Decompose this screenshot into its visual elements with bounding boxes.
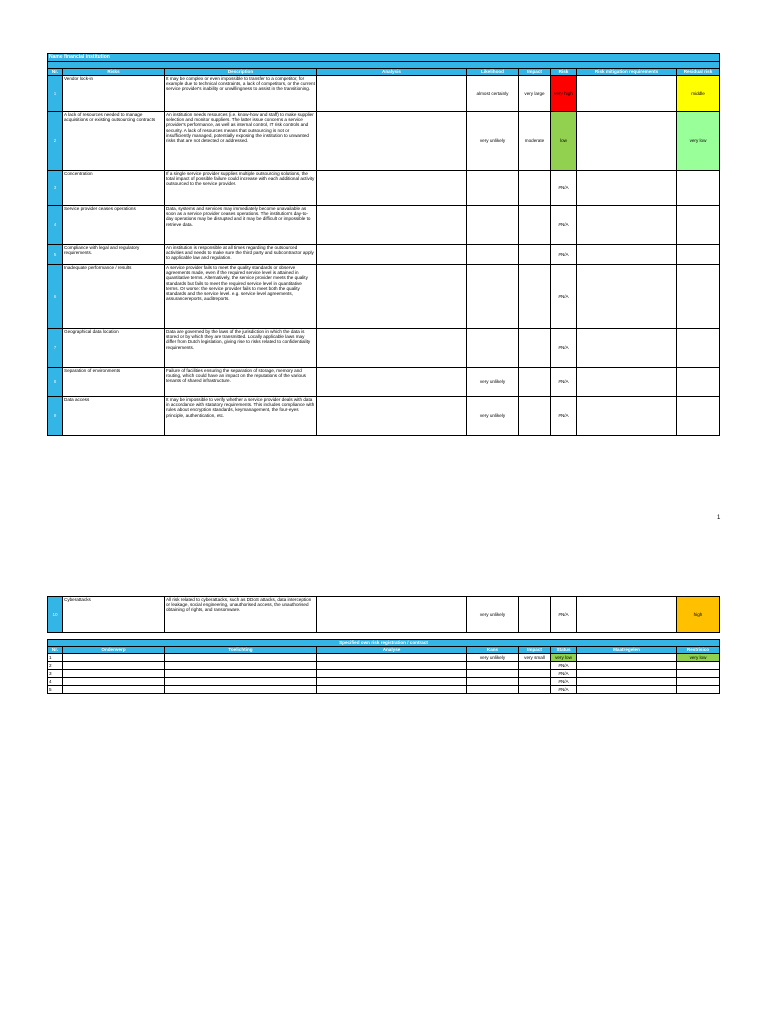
impact-cell: moderate (519, 112, 551, 171)
residual-risk-cell (677, 206, 720, 245)
table-row (48, 654, 720, 662)
likelihood-cell: very unlikely (467, 368, 519, 397)
header-analyse: Analyse (317, 647, 467, 654)
header-likelihood: Likelihood (467, 69, 519, 76)
restrisico-cell: very low (677, 654, 720, 662)
impact-cell (519, 329, 551, 368)
risk-level-cell: very high (551, 76, 577, 112)
mitigation-cell (577, 265, 677, 329)
header-onderwerp: Onderwerp (63, 647, 165, 654)
mitigation-cell (577, 171, 677, 206)
header-analysis: Analysis (317, 69, 467, 76)
risk-level-cell: #N/A (551, 329, 577, 368)
toelichting-cell (165, 654, 317, 662)
table-title-row (48, 54, 720, 62)
residual-risk-cell: middle (677, 76, 720, 112)
risk-analysis (317, 597, 467, 633)
analyse-cell (317, 654, 467, 662)
row-number: 4 (48, 678, 63, 686)
mitigation-cell (577, 76, 677, 112)
impact-cell: very small (519, 654, 551, 662)
risk-analysis (317, 329, 467, 368)
header-impact: Impact (519, 69, 551, 76)
risk-description: Data, systems and services may immediately become unavailable as soon as a service provider ceases operations. The institution's day-to-day operations may be disrupted and it may be difficult or impossible to retrieve data. (165, 206, 317, 245)
own-risk-title-row (48, 640, 720, 647)
risk-description: It may be complex or even impossible to transfer to a competitor, for example due to technical constraints, a lack of competitors, or the current service provider's inability or unwillingness to assist in the transitioning. (165, 76, 317, 112)
header-toelichting: Toelichting (165, 647, 317, 654)
residual-risk-cell (677, 329, 720, 368)
impact-cell (519, 265, 551, 329)
header-impact: Impact (519, 647, 551, 654)
kans-cell: very unlikely (467, 654, 519, 662)
header-restrisico: Restrisico (677, 647, 720, 654)
impact-cell (519, 678, 551, 686)
likelihood-cell (467, 171, 519, 206)
page-number: 1 (717, 515, 721, 521)
header-nr: Nr. (48, 69, 63, 76)
row-number: 3 (48, 171, 63, 206)
table-row (48, 171, 720, 206)
mitigation-cell (577, 112, 677, 171)
residual-risk-cell (677, 265, 720, 329)
table-row (48, 206, 720, 245)
header-mitigation: Risk mitigation requirements (577, 69, 677, 76)
risk-level-cell: #N/A (551, 245, 577, 265)
table-row (48, 662, 720, 670)
kans-cell (467, 678, 519, 686)
header-risk: Risk (551, 69, 577, 76)
mitigation-cell (577, 397, 677, 436)
risk-name: Separation of environments (63, 368, 165, 397)
table-row (48, 265, 720, 329)
impact-cell (519, 670, 551, 678)
impact-cell: very large (519, 76, 551, 112)
kans-cell (467, 670, 519, 678)
kans-cell (467, 662, 519, 670)
residual-risk-cell (677, 397, 720, 436)
mitigation-cell (577, 245, 677, 265)
residual-risk-cell: high (677, 597, 720, 633)
risk-name: Concentration (63, 171, 165, 206)
table-row (48, 670, 720, 678)
risk-description: An institution is responsible at all times regarding the outsourced activities and needs to make sure the third party and subcontractor apply to applicable law and regulation. (165, 245, 317, 265)
risk-description: Failure of facilities ensuring the separation of storage, memory and routing, which could have an impact on the reputations of the various tenants of shared infrastructure. (165, 368, 317, 397)
impact-cell (519, 206, 551, 245)
header-residual: Residual risk (677, 69, 720, 76)
header-maatregelen: Maatregelen (577, 647, 677, 654)
status-cell: #N/A (551, 670, 577, 678)
risk-analysis (317, 171, 467, 206)
mitigation-cell (577, 368, 677, 397)
table-row (48, 329, 720, 368)
residual-risk-cell (677, 171, 720, 206)
maatregelen-cell (577, 654, 677, 662)
impact-cell (519, 171, 551, 206)
row-number: 2 (48, 112, 63, 171)
status-cell: #N/A (551, 662, 577, 670)
risk-level-cell: #N/A (551, 368, 577, 397)
table-row (48, 112, 720, 171)
mitigation-cell (577, 206, 677, 245)
residual-risk-cell (677, 245, 720, 265)
impact-cell (519, 245, 551, 265)
likelihood-cell (467, 206, 519, 245)
row-number: 5 (48, 245, 63, 265)
likelihood-cell: very unlikely (467, 597, 519, 633)
row-number: 5 (48, 686, 63, 694)
restrisico-cell (677, 662, 720, 670)
risk-level-cell: #N/A (551, 397, 577, 436)
table-row (48, 678, 720, 686)
row-number: 3 (48, 670, 63, 678)
impact-cell (519, 662, 551, 670)
risk-description: If a single service provider supplies multiple outsourcing solutions, the total impact of possible failure could increase with each additional activity outsourced to the service provider. (165, 171, 317, 206)
mitigation-cell (577, 597, 677, 633)
likelihood-cell: almost certainly (467, 76, 519, 112)
impact-cell (519, 368, 551, 397)
header-kans: Kans (467, 647, 519, 654)
table-row (48, 245, 720, 265)
risk-table (47, 53, 720, 436)
impact-cell (519, 686, 551, 694)
likelihood-cell: very unlikely (467, 112, 519, 171)
own-risk-title: Specified own risk registration / contract (48, 640, 720, 647)
institution-name: Name financial institution (48, 54, 720, 62)
header-status: Status (551, 647, 577, 654)
mitigation-cell (577, 329, 677, 368)
risk-analysis (317, 265, 467, 329)
row-number: 6 (48, 265, 63, 329)
row-number: 2 (48, 662, 63, 670)
table-row (48, 397, 720, 436)
row-number: 7 (48, 329, 63, 368)
risk-name: Vendor lock-in (63, 76, 165, 112)
row-number: 4 (48, 206, 63, 245)
risk-description: Data are governed by the laws of the jurisdiction in which the data is stored or by which they are transmitted. Locally applicable laws may differ from Dutch legislation, giving rise to risks related to confidentiality requirements. (165, 329, 317, 368)
risk-name: Compliance with legal and regulatory requirements. (63, 245, 165, 265)
risk-analysis (317, 397, 467, 436)
table-row (48, 76, 720, 112)
risk-name: Inadequate performance / results (63, 265, 165, 329)
risk-analysis (317, 368, 467, 397)
restrisico-cell (677, 686, 720, 694)
status-cell: very low (551, 654, 577, 662)
risk-level-cell: #N/A (551, 265, 577, 329)
restrisico-cell (677, 678, 720, 686)
header-nr: Nr. (48, 647, 63, 654)
risk-level-cell: low (551, 112, 577, 171)
table-row (48, 368, 720, 397)
likelihood-cell (467, 245, 519, 265)
risk-name: Data access (63, 397, 165, 436)
risk-name: A lack of resources needed to manage acquisitions or existing outsourcing contracts (63, 112, 165, 171)
likelihood-cell: very unlikely (467, 397, 519, 436)
risk-description: It may be impossible to verify whether a service provider deals with data in accordance with statutory requirements. This includes compliance with rules about encryption standards, keymanagement, the four-eyes principle, authentication, etc. (165, 397, 317, 436)
risk-name: Cyberattacks (63, 597, 165, 633)
likelihood-cell (467, 329, 519, 368)
header-description: Description (165, 69, 317, 76)
impact-cell (519, 597, 551, 633)
status-cell: #N/A (551, 678, 577, 686)
restrisico-cell (677, 670, 720, 678)
risk-level-cell: #N/A (551, 597, 577, 633)
table-header-row (48, 69, 720, 76)
risk-name: Service provider ceases operations (63, 206, 165, 245)
risk-description: All risk related to cyberattacks, such as DDoS attacks, data interception or leakage, social engineering, unauthorised access, the unauthorised obtaining of rights, and ransomware. (165, 597, 317, 633)
row-number: 8 (48, 368, 63, 397)
header-risks: Risks (63, 69, 165, 76)
risk-analysis (317, 245, 467, 265)
own-risk-header-row (48, 647, 720, 654)
table-row (48, 597, 720, 633)
risk-level-cell: #N/A (551, 206, 577, 245)
risk-table-continuation (47, 596, 720, 633)
risk-level-cell: #N/A (551, 171, 577, 206)
residual-risk-cell: very low (677, 112, 720, 171)
table-row (48, 686, 720, 694)
onderwerp-cell (63, 654, 165, 662)
status-cell: #N/A (551, 686, 577, 694)
row-number: 10 (48, 597, 63, 633)
row-number: 9 (48, 397, 63, 436)
risk-analysis (317, 76, 467, 112)
kans-cell (467, 686, 519, 694)
own-risk-table (47, 639, 720, 694)
risk-description: An institution needs resources (i.e. know-how and staff) to make supplier selection and monitor suppliers. The latter issue concerns a service provider's performance, as well as internal control, IT risk controls and security. A lack of resources means that outsourcing is not or insufficiently managed, potentially exposing the institution to unwanted risks that are not detected or addressed. (165, 112, 317, 171)
row-number: 1 (48, 654, 63, 662)
risk-description: A service provider fails to meet the quality standards or observe agreements made, even if the required service level is attained in quantitative terms. Alternatively, the service provider meets the quality standards but fails to meet the required service level in quantitative terms. Or worse: the service provider fails to meet both the quality standards and the service level. e.g. service level agreements, assurancereports, auditreports. (165, 265, 317, 329)
risk-analysis (317, 112, 467, 171)
residual-risk-cell (677, 368, 720, 397)
impact-cell (519, 397, 551, 436)
likelihood-cell (467, 265, 519, 329)
risk-name: Geographical data location (63, 329, 165, 368)
row-number: 1 (48, 76, 63, 112)
risk-analysis (317, 206, 467, 245)
